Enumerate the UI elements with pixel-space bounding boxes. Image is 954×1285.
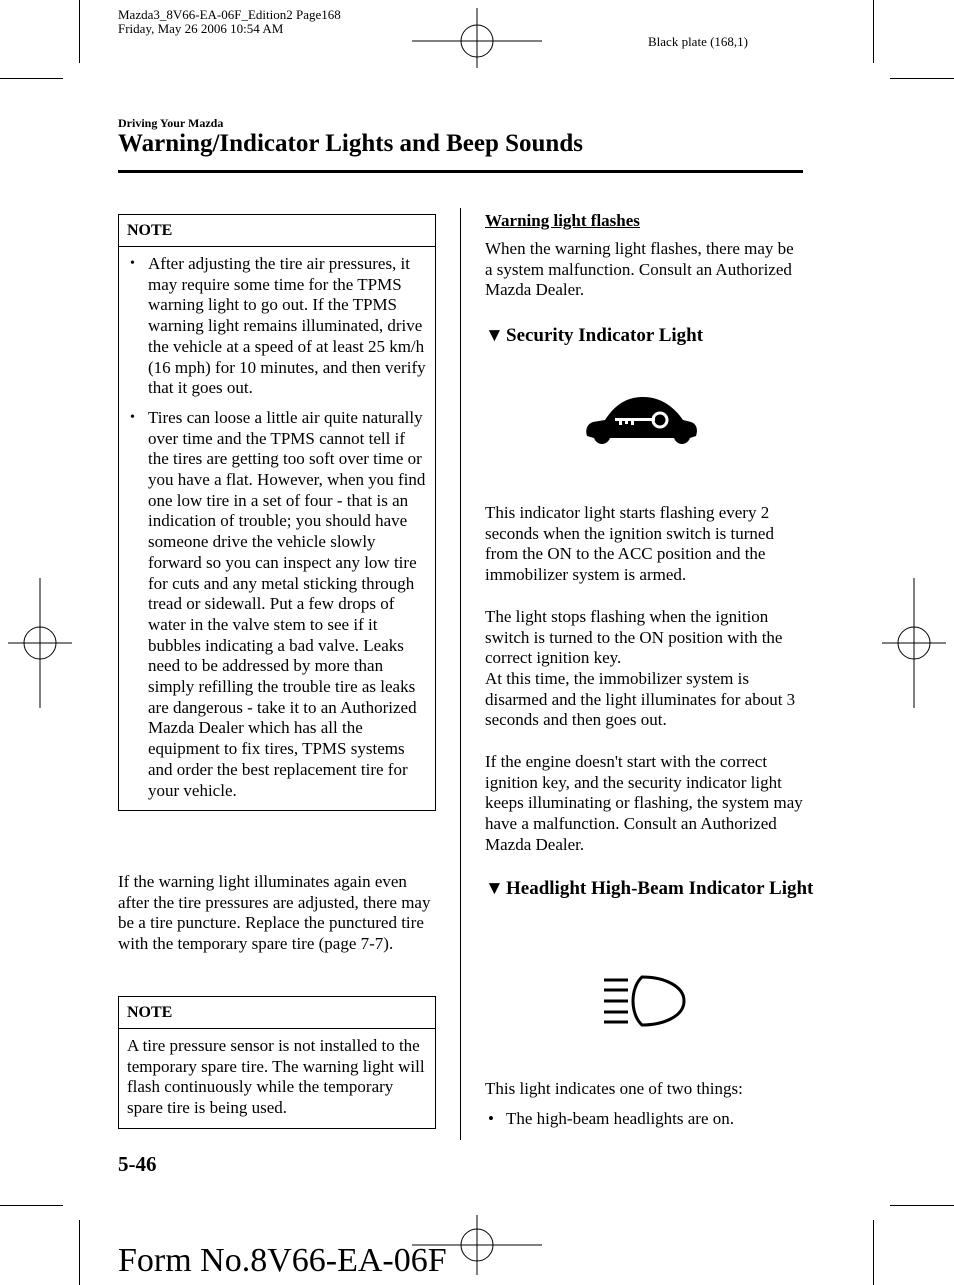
crop-mark <box>873 1220 874 1285</box>
down-triangle-icon: ▼ <box>485 878 504 899</box>
plate-label: Black plate (168,1) <box>648 34 748 49</box>
crop-mark <box>0 78 63 79</box>
registration-mark-top <box>412 8 542 68</box>
highbeam-heading <box>485 877 826 900</box>
security-heading <box>485 324 826 347</box>
form-number: Form No.8V66-EA-06F <box>118 1242 447 1279</box>
crop-mark <box>79 0 80 63</box>
page-title: Warning/Indicator Lights and Beep Sounds <box>118 130 583 157</box>
crop-mark <box>890 1205 954 1206</box>
page-number: 5-46 <box>118 1152 157 1176</box>
highbeam-bullet: The high-beam headlights are on. <box>506 1109 735 1128</box>
security-paragraph-2b: At this time, the immobilizer system is disarmed and the light illuminates for about 3 seconds and then goes out. <box>485 669 796 730</box>
note-label: NOTE <box>119 997 435 1029</box>
bullet-marker: • <box>488 1109 494 1128</box>
note-item: • Tires can loose a little air quite naturally over time and the TPMS cannot tell if the tires are getting too soft over time or you have a flat. However, when you find one low tire in a set of four - that is an indication of trouble; you should have someone drive the vehicle slowly forward so you can inspect any low tire for cuts and any metal sticking through tread or sidewall. Put a few drops of water in the valve stem to see if it bubbles indicating a bad valve. Leaks need to be addressed by more than simply refilling the trouble tire as leaks are dangerous - take it to an Authorized Mazda Dealer which has all the equipment to fix tires, TPMS systems and order the best replacement tire for your vehicle. <box>127 408 427 801</box>
crop-mark <box>890 78 954 79</box>
section-label: Driving Your Mazda <box>118 116 224 130</box>
note-item: • After adjusting the tire air pressures, it may require some time for the TPMS warning light to go out. If the TPMS warning light remains illuminated, drive the vehicle at a speed of at least 25 km/h (16 mph) for 10 minutes, and then verify that it goes out. <box>127 254 427 399</box>
print-meta-line2: Friday, May 26 2006 10:54 AM <box>118 21 284 36</box>
print-meta-line1: Mazda3_8V66-EA-06F_Edition2 Page168 <box>118 7 341 22</box>
security-paragraph-3: If the engine doesn't start with the correct ignition key, and the security indicator light keeps illuminating or flashing, the system may have a malfunction. Consult an Authorized Mazda Dealer. <box>485 752 803 854</box>
crop-mark <box>79 1220 80 1285</box>
car-key-icon <box>583 394 699 452</box>
note-box-1 <box>118 214 436 811</box>
security-paragraph-1: This indicator light starts flashing every 2 seconds when the ignition switch is turned from the ON to the ACC position and the immobilizer system is armed. <box>485 503 774 585</box>
warning-flash-subhead: Warning light flashes <box>485 211 640 230</box>
note-label: NOTE <box>119 215 435 247</box>
title-rule <box>118 170 803 173</box>
print-meta <box>118 8 341 36</box>
registration-mark-left <box>8 578 72 708</box>
down-triangle-icon: ▼ <box>485 325 504 346</box>
security-paragraph-2a: The light stops flashing when the ignition switch is turned to the ON position with the correct ignition key. <box>485 607 783 668</box>
note-box-2 <box>118 996 436 1129</box>
crop-mark <box>873 0 874 63</box>
column-divider <box>460 208 461 1140</box>
crop-mark <box>0 1205 63 1206</box>
high-beam-icon <box>600 974 690 1028</box>
security-heading-text: Security Indicator Light <box>506 325 704 346</box>
highbeam-heading-text: Headlight High-Beam Indicator Light <box>506 878 814 899</box>
tire-puncture-paragraph: If the warning light illuminates again even after the tire pressures are adjusted, there may be a tire puncture. Replace the punctured tire with the temporary spare tire (page 7-7). <box>118 872 431 954</box>
registration-mark-right <box>882 578 946 708</box>
note-text: A tire pressure sensor is not installed to the temporary spare tire. The warning light will flash continuously while the temporary spare tire is being used. <box>127 1036 425 1118</box>
warning-flash-text: When the warning light flashes, there may be a system malfunction. Consult an Authorized Mazda Dealer. <box>485 239 794 300</box>
highbeam-intro: This light indicates one of two things: <box>485 1079 743 1098</box>
